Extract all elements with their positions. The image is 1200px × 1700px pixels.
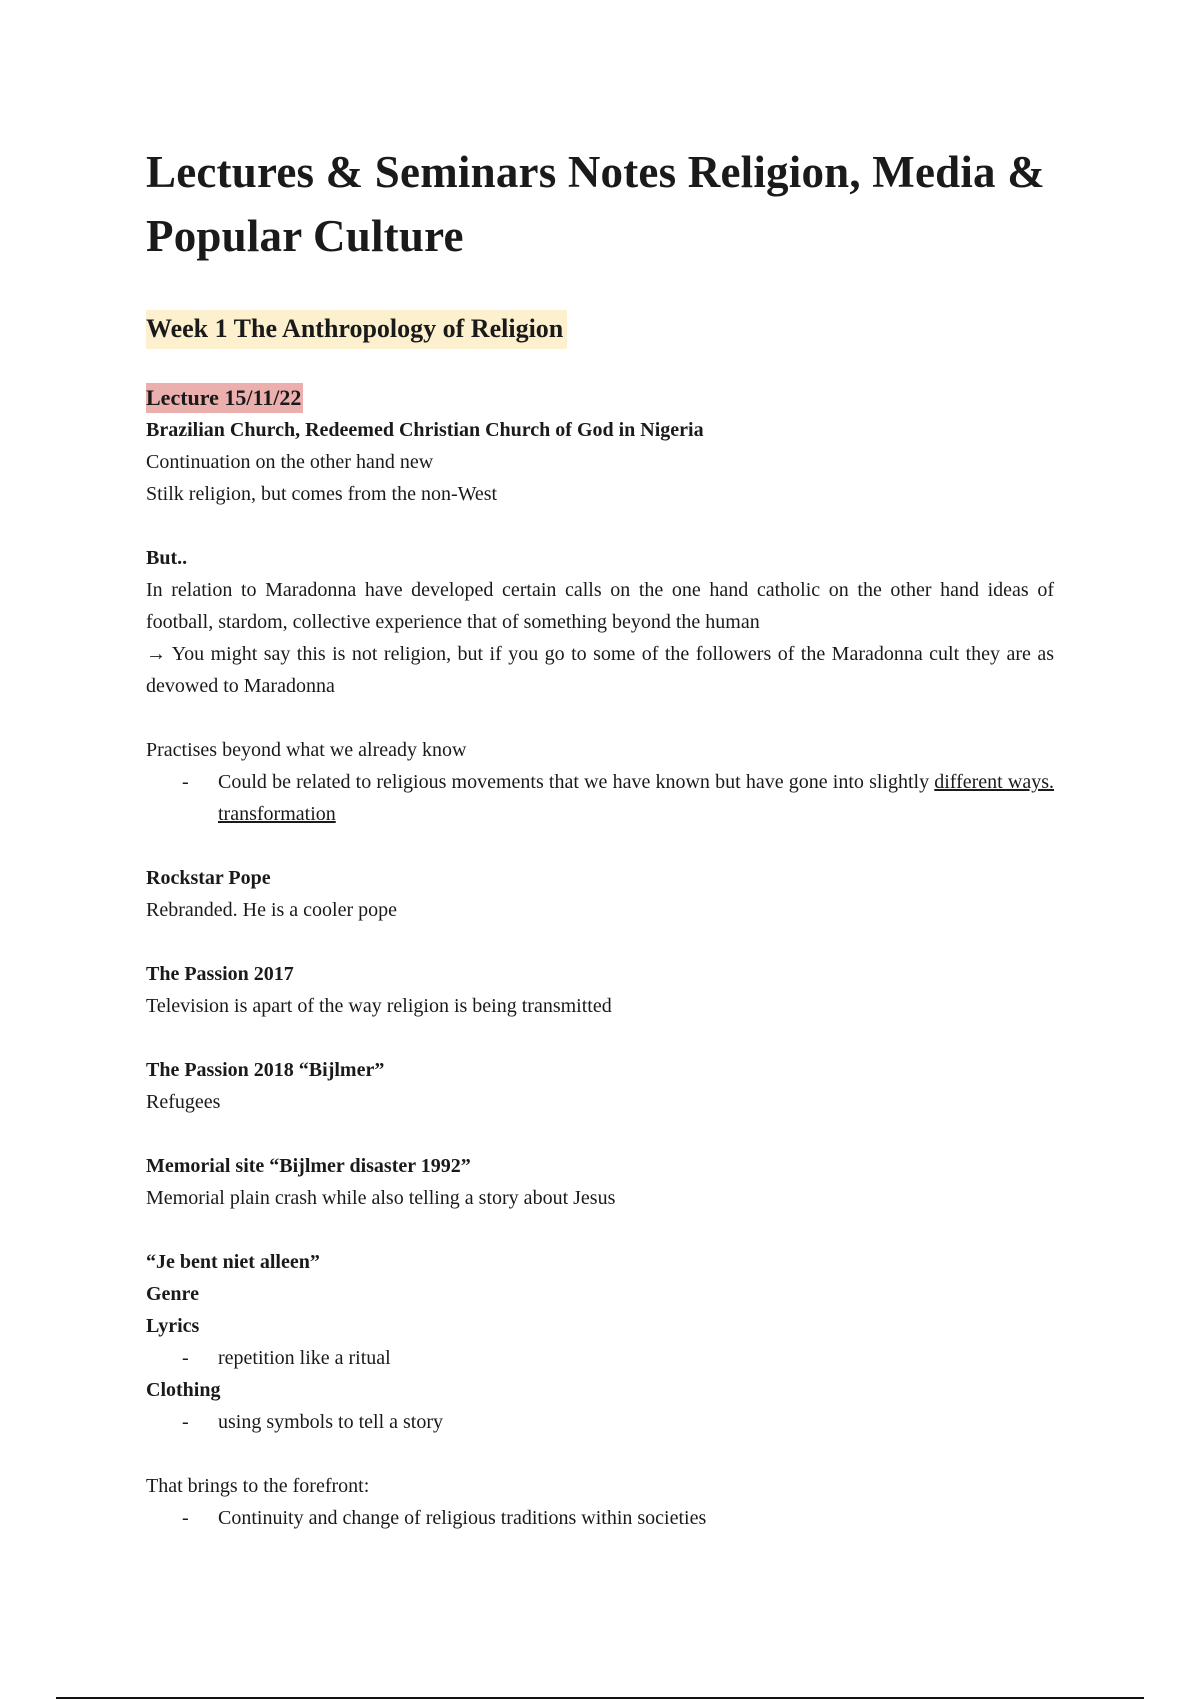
page-bottom-rule (56, 1697, 1144, 1699)
list-item-text: repetition like a ritual (218, 1347, 391, 1369)
list-item-text: Continuity and change of religious traditions within societies (218, 1507, 707, 1529)
list-item (146, 1342, 1054, 1374)
document-title: Lectures & Seminars Notes Religion, Media & Popular Culture (146, 147, 1045, 261)
text-line: Memorial plain crash while also telling a story about Jesus (146, 1187, 616, 1209)
list-item-text: using symbols to tell a story (218, 1411, 443, 1433)
text-line: Refugees (146, 1091, 221, 1113)
document-page (146, 140, 1054, 1534)
section-heading: The Passion 2017 (146, 963, 294, 985)
section-heading: The Passion 2018 “Bijlmer” (146, 1059, 385, 1081)
text-line: Practises beyond what we already know (146, 739, 467, 761)
section-heading: “Je bent niet alleen” (146, 1251, 320, 1273)
section-heading: Brazilian Church, Redeemed Christian Church of God in Nigeria (146, 419, 704, 441)
text-line: Stilk religion, but comes from the non-West (146, 483, 498, 505)
list-item (146, 1502, 1054, 1534)
paragraph: In relation to Maradonna have developed certain calls on the one hand catholic on the other hand ideas of football, stardom, collective experience that of something beyond the human (146, 579, 1054, 633)
section-heading: But.. (146, 547, 188, 569)
text-line: Television is apart of the way religion is being transmitted (146, 995, 612, 1017)
subheading-clothing: Clothing (146, 1379, 221, 1401)
bullet-dash: - (182, 1411, 189, 1433)
bullet-dash: - (182, 1347, 189, 1369)
lecture-heading: Lecture 15/11/22 (146, 383, 303, 413)
text-line: Continuation on the other hand new (146, 451, 434, 473)
section-heading: Rockstar Pope (146, 867, 271, 889)
subheading-lyrics: Lyrics (146, 1315, 200, 1337)
underlined-text: different ways. transformation (218, 771, 1055, 825)
week-heading: Week 1 The Anthropology of Religion (146, 310, 567, 349)
text-line: That brings to the forefront: (146, 1475, 370, 1497)
list-item (146, 766, 1054, 830)
bullet-dash: - (182, 1507, 189, 1529)
list-item-text: Could be related to religious movements that we have known but have gone into slightly different ways. transformation (218, 771, 1055, 825)
list-item (146, 1406, 1054, 1438)
paragraph: → You might say this is not religion, but if you go to some of the followers of the Maradonna cult they are as devowed to Maradonna (146, 643, 1054, 697)
section-heading: Memorial site “Bijlmer disaster 1992” (146, 1155, 471, 1177)
bullet-dash: - (182, 771, 189, 793)
subheading-genre: Genre (146, 1283, 199, 1305)
text-line: Rebranded. He is a cooler pope (146, 899, 398, 921)
